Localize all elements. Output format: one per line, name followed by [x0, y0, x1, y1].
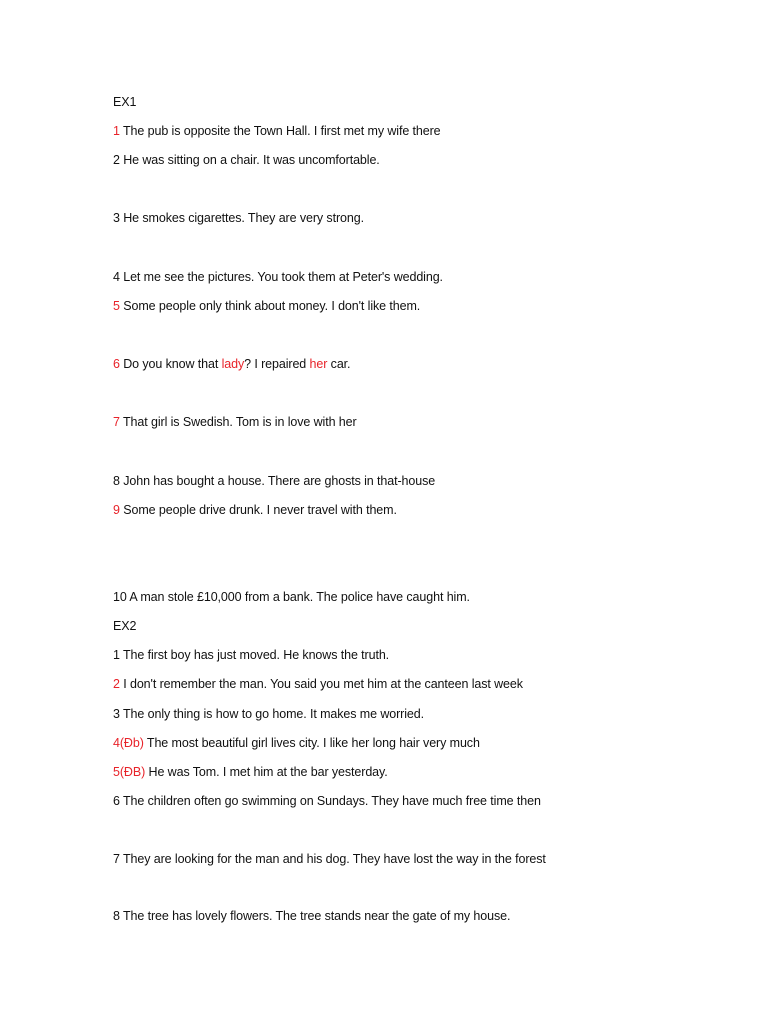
item-text: Some people only think about money. I don't like them. — [119, 299, 421, 313]
ex1-item-3 — [113, 210, 364, 226]
ex1-item-10 — [113, 589, 470, 605]
ex2-item-2 — [113, 676, 523, 692]
item-text: Do you know that — [119, 357, 222, 371]
item-number: 8 — [113, 909, 120, 923]
item-number: 3 — [113, 707, 120, 721]
ex1-item-4 — [113, 269, 443, 285]
item-text: The pub is opposite the Town Hall. I first met my wife there — [119, 124, 441, 138]
ex1-item-9 — [113, 502, 397, 518]
ex1-item-6 — [113, 356, 350, 372]
item-text: John has bought a house. There are ghosts in that-house — [119, 474, 436, 488]
item-number: 4 — [113, 270, 120, 284]
ex1-item-7 — [113, 414, 357, 430]
ex1-item-5 — [113, 298, 420, 314]
ex2-item-7 — [113, 851, 546, 867]
ex2-item-3 — [113, 706, 424, 722]
item-number: 4(Đb) — [113, 736, 144, 750]
item-number: 8 — [113, 474, 120, 488]
item-number: 7 — [113, 415, 120, 429]
item-text: That girl is Swedish. Tom is in love with her — [119, 415, 357, 429]
item-text: The first boy has just moved. He knows the truth. — [119, 648, 390, 662]
ex2-item-1 — [113, 647, 389, 663]
item-text: Some people drive drunk. I never travel with them. — [119, 503, 397, 517]
highlight-word: her — [309, 357, 328, 371]
ex2-item-8 — [113, 908, 510, 924]
item-number: 2 — [113, 153, 120, 167]
ex2-item-6 — [113, 793, 541, 809]
item-text: The most beautiful girl lives city. I like her long hair very much — [143, 736, 480, 750]
item-number: 6 — [113, 794, 120, 808]
item-number: 5(ĐB) — [113, 765, 146, 779]
item-text: I don't remember the man. You said you met him at the canteen last week — [119, 677, 523, 691]
item-number: 6 — [113, 357, 120, 371]
ex1-item-1 — [113, 123, 441, 139]
item-number: 7 — [113, 852, 120, 866]
ex2-item-4 — [113, 735, 480, 751]
item-number: 2 — [113, 677, 120, 691]
item-text: He was Tom. I met him at the bar yesterday. — [145, 765, 388, 779]
ex1-item-8 — [113, 473, 435, 489]
highlight-word: lady — [221, 357, 245, 371]
item-text: car. — [327, 357, 351, 371]
item-text: The children often go swimming on Sundays. They have much free time then — [119, 794, 541, 808]
item-text: He was sitting on a chair. It was uncomfortable. — [119, 153, 380, 167]
item-text: The only thing is how to go home. It makes me worried. — [119, 707, 424, 721]
ex1-item-2 — [113, 152, 380, 168]
item-number: 10 — [113, 590, 127, 604]
item-number: 5 — [113, 299, 120, 313]
item-text: ? I repaired — [244, 357, 310, 371]
item-text: The tree has lovely flowers. The tree stands near the gate of my house. — [119, 909, 511, 923]
ex1-heading: EX1 — [113, 95, 137, 109]
item-number: 3 — [113, 211, 120, 225]
item-number: 9 — [113, 503, 120, 517]
item-text: Let me see the pictures. You took them at Peter's wedding. — [119, 270, 443, 284]
ex2-heading: EX2 — [113, 619, 137, 633]
item-text: They are looking for the man and his dog. They have lost the way in the forest — [119, 852, 546, 866]
item-number: 1 — [113, 124, 120, 138]
ex2-item-5 — [113, 764, 388, 780]
item-number: 1 — [113, 648, 120, 662]
item-text: A man stole £10,000 from a bank. The police have caught him. — [126, 590, 470, 604]
item-text: He smokes cigarettes. They are very strong. — [119, 211, 364, 225]
